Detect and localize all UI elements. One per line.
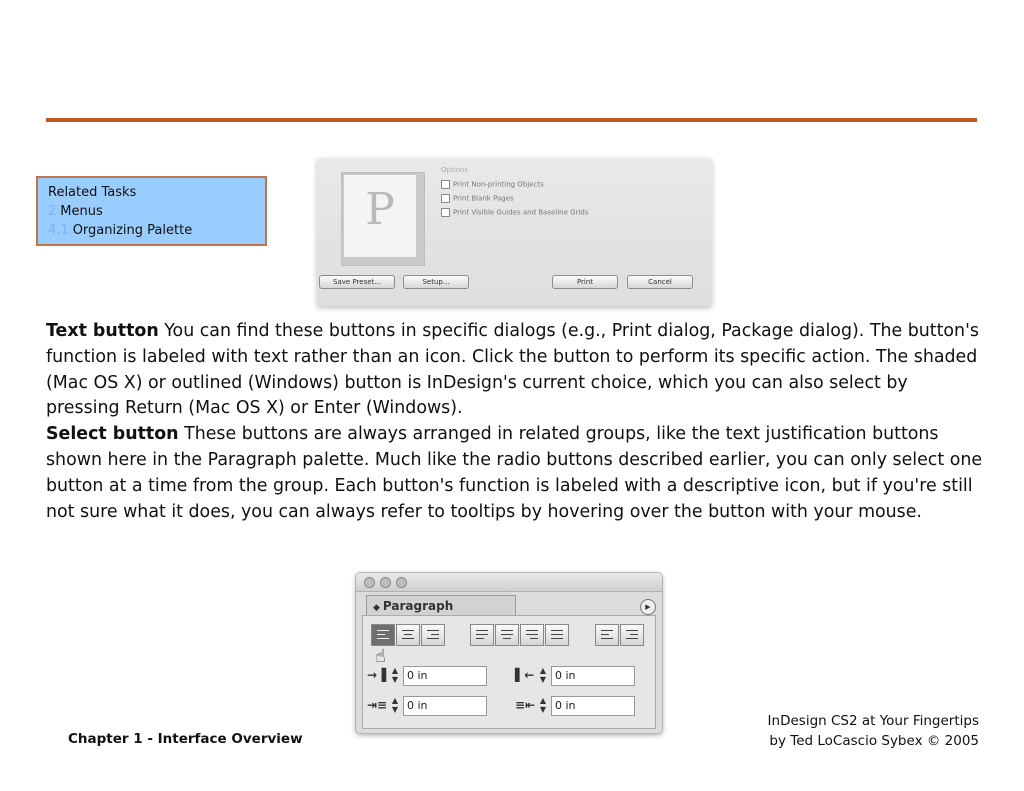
setup-button[interactable]: Setup... [403,275,469,289]
minimize-icon[interactable] [380,577,391,588]
palette-menu-icon[interactable]: ▶ [640,599,656,615]
chapter-footer: Chapter 1 - Interface Overview [68,731,303,747]
hand-cursor-icon: ☝ [375,646,386,667]
right-indent-row [515,664,655,688]
body-text [46,319,986,525]
tab-label: Paragraph [382,599,454,613]
last-line-indent-row [515,694,655,718]
term-select-button: Select button [46,424,179,445]
last-line-indent-icon: ≡⇤ [515,698,536,712]
left-indent-stepper[interactable]: ▲ ▼ [391,666,399,684]
justify-all-button[interactable] [545,624,569,646]
right-indent-stepper[interactable]: ▲ ▼ [539,666,547,684]
related-task-label[interactable]: Menus [60,204,103,219]
align-away-from-spine-button[interactable] [620,624,644,646]
print-preview [341,172,425,266]
text-button-description: You can find these buttons in specific dialogs (e.g., Print dialog, Package dialog). The button's function is labeled with text rather than an icon. Click the button to perform its specific action. The shaded (Mac OS X) or outlined (Windows) button is InDesign's current choice, which you can also select by pressing Return (Mac OS X) or Enter (Windows). [46,321,979,419]
left-indent-icon: →▐ [367,668,387,682]
options-title: Options [441,166,469,174]
align-right-button[interactable] [421,624,445,646]
preview-page: P [344,175,416,257]
related-tasks-box [36,176,267,246]
first-line-indent-icon: ⇥≡ [367,698,388,712]
tab-caret-icon: ◆ [373,603,380,613]
option-label: Print Blank Pages [453,194,514,203]
select-button-description: These buttons are always arranged in related groups, like the text justification buttons shown here in the Paragraph palette. Much like the radio buttons described earlier, you can only select one button at a time from the group. Each button's function is labeled with a descriptive icon, but if you're still not sure what it does, you can always refer to tooltips by hovering over the button with your mouse. [46,424,983,522]
left-indent-field[interactable]: 0 in [403,666,487,686]
first-line-indent-row [367,694,507,718]
header-rule [46,118,977,122]
book-title: InDesign CS2 at Your Fingertips [767,713,979,729]
checkbox[interactable] [441,180,450,189]
book-author-publisher: by Ted LoCascio Sybex © 2005 [769,733,979,749]
related-tasks-title: Related Tasks [48,185,137,200]
justify-left-button[interactable] [470,624,494,646]
last-line-indent-field[interactable]: 0 in [551,696,635,716]
first-line-indent-stepper[interactable]: ▲ ▼ [391,696,399,714]
right-indent-field[interactable]: 0 in [551,666,635,686]
justify-center-button[interactable] [495,624,519,646]
related-task-number: 2 [48,204,57,219]
option-label: Print Visible Guides and Baseline Grids [453,208,589,217]
select-button-paragraph [46,422,986,525]
save-preset-button[interactable]: Save Preset... [319,275,395,289]
zoom-icon[interactable] [396,577,407,588]
align-center-button[interactable] [396,624,420,646]
checkbox[interactable] [441,208,450,217]
paragraph-palette-image [355,572,663,734]
first-line-indent-field[interactable]: 0 in [403,696,487,716]
option-print-non-printing[interactable] [441,180,544,189]
print-button[interactable]: Print [552,275,618,289]
left-indent-row [367,664,507,688]
cancel-button[interactable]: Cancel [627,275,693,289]
related-task-link-organizing-palette[interactable] [48,221,255,240]
text-button-paragraph [46,319,986,422]
checkbox[interactable] [441,194,450,203]
related-task-number: 4.1 [48,223,69,238]
palette-panel [362,615,656,729]
align-towards-spine-button[interactable] [595,624,619,646]
term-text-button: Text button [46,321,159,341]
book-credit [768,711,979,751]
tab-paragraph[interactable] [366,595,516,615]
print-dialog-image [317,158,712,306]
align-left-button[interactable] [371,624,395,646]
related-task-label[interactable]: Organizing Palette [72,223,193,238]
related-task-link-menus[interactable] [48,202,255,221]
option-label: Print Non-printing Objects [453,180,544,189]
close-icon[interactable] [364,577,375,588]
option-print-guides[interactable] [441,208,588,217]
right-indent-icon: ▌← [515,668,535,682]
last-line-indent-stepper[interactable]: ▲ ▼ [539,696,547,714]
option-print-blank-pages[interactable] [441,194,514,203]
justify-right-button[interactable] [520,624,544,646]
palette-titlebar [356,573,662,592]
